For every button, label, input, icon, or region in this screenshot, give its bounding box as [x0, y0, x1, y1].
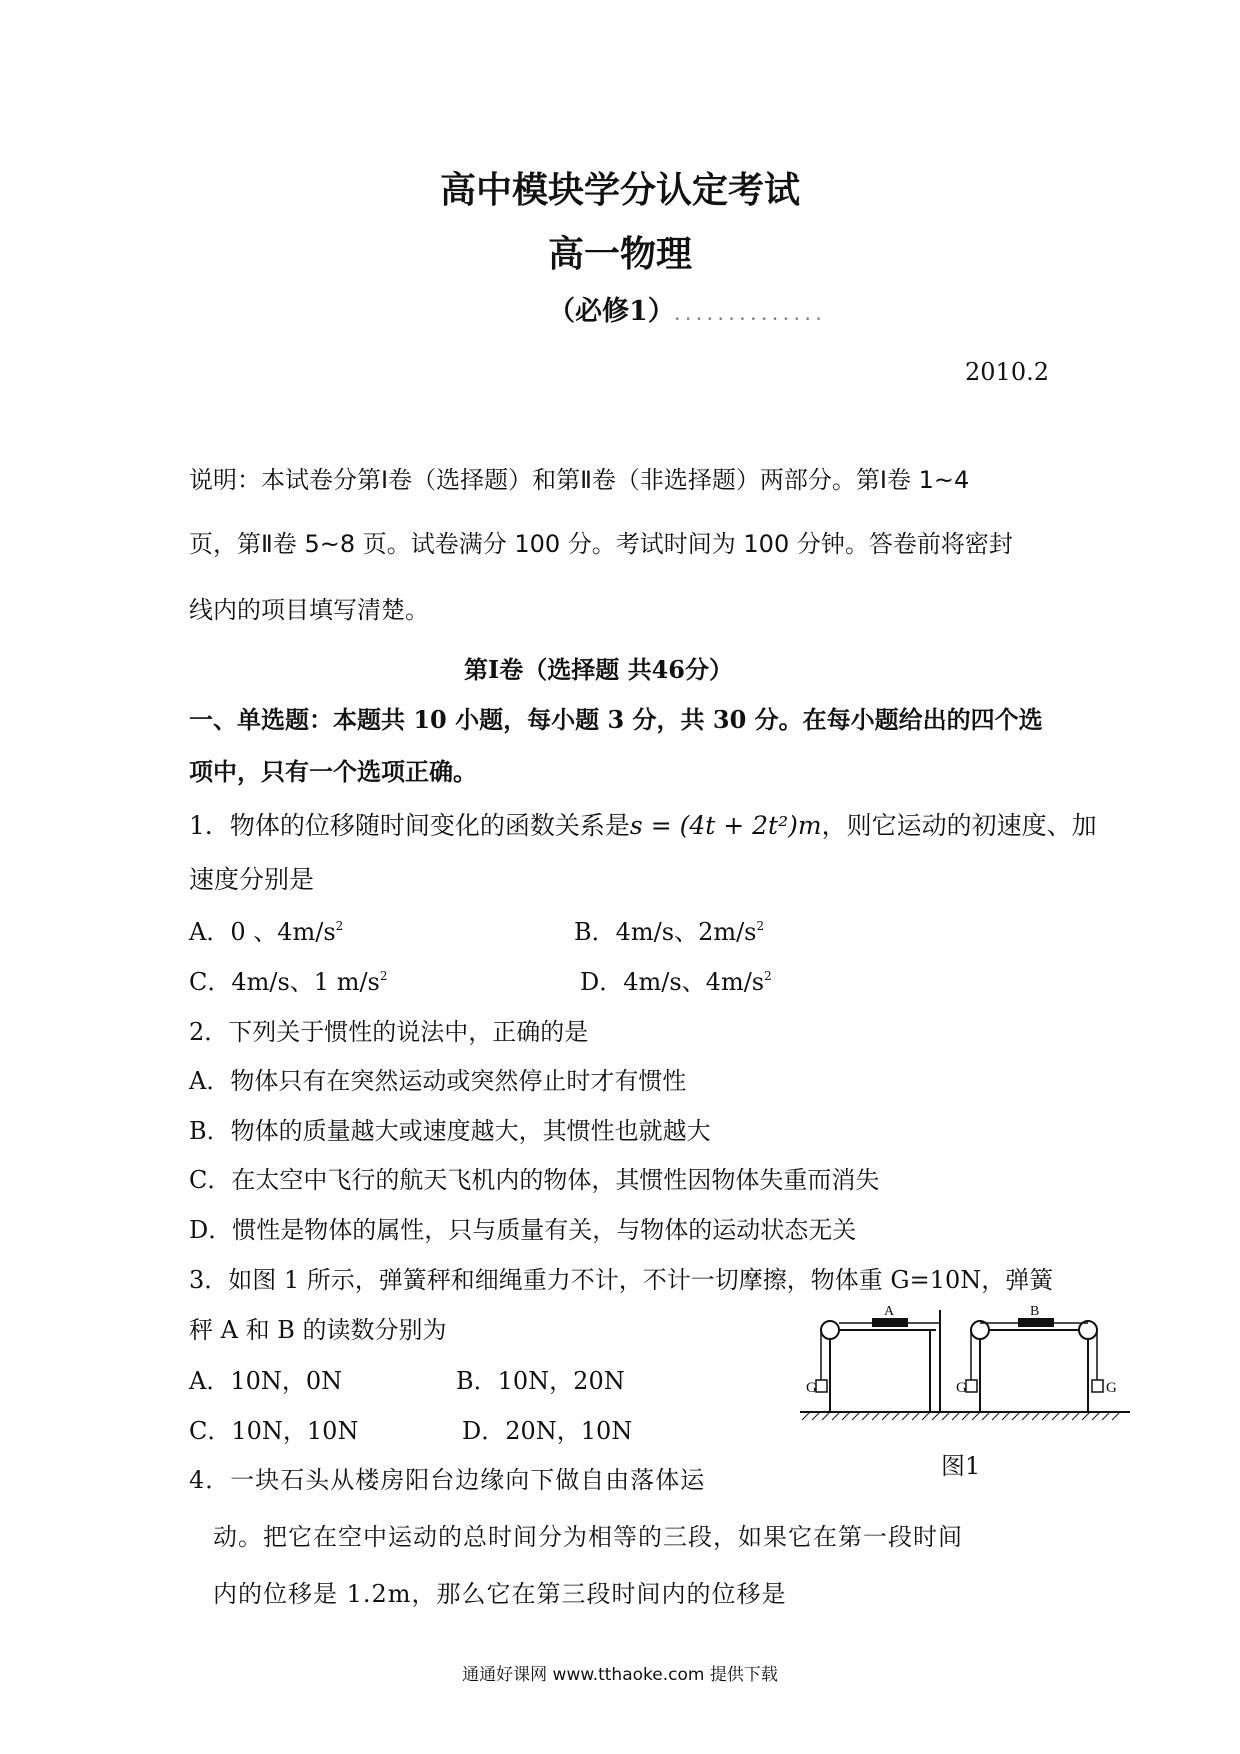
q1-option-b: [574, 912, 764, 947]
q1-option-a-sup: 2: [335, 919, 344, 933]
q2-option-a: A．物体只有在突然运动或突然停止时才有惯性: [189, 1067, 687, 1095]
subject-title: 高一物理: [547, 233, 692, 275]
left-table: [824, 1330, 936, 1412]
q4-line-2: 动。把它在空中运动的总时间分为相等的三段，如果它在第一段时间: [213, 1523, 963, 1551]
q1-stem-pre: 1．物体的位移随时间变化的函数关系是: [189, 811, 630, 840]
exam-date: 2010.2: [965, 358, 1049, 386]
part-instructions-line-2: 项中，只有一个选项正确。: [189, 757, 477, 786]
q4-line-3: 内的位移是 1.2m，那么它在第三段时间内的位移是: [213, 1580, 787, 1608]
instructions-line-2: 页，第Ⅱ卷 5~8 页。试卷满分 100 分。考试时间为 100 分钟。答卷前将密封: [189, 530, 1013, 558]
q3-option-c: C．10N，10N: [189, 1417, 359, 1445]
left-pulley: [821, 1321, 839, 1339]
q1-option-d: [580, 962, 772, 997]
q1-option-d-text: D．4m/s、4m/s: [580, 968, 765, 996]
left-weight: [816, 1380, 827, 1392]
module-label: [548, 289, 827, 328]
right-weight-right-label: G: [1106, 1380, 1117, 1396]
q3-option-b: B．10N，20N: [456, 1367, 625, 1395]
q1-option-b-sup: 2: [756, 919, 765, 933]
q4-line-1: 4．一块石头从楼房阳台边缘向下做自由落体运: [189, 1466, 706, 1494]
right-weight-left: [966, 1380, 977, 1392]
q3-option-d: D．20N，10N: [462, 1417, 633, 1445]
right-table: [974, 1330, 1094, 1412]
q1-stem-post: ，则它运动的初速度、加: [821, 811, 1097, 840]
q1-stem-line-1: [189, 806, 1097, 842]
right-weight-right: [1092, 1380, 1103, 1392]
exam-title: 高中模块学分认定考试: [439, 169, 800, 211]
q2-option-b: B．物体的质量越大或速度越大，其惯性也就越大: [189, 1117, 711, 1145]
q1-option-a-text: A．0 、4m/s: [189, 918, 336, 946]
q1-formula: s = (4t + 2t²)m: [629, 811, 822, 840]
q1-option-b-text: B．4m/s、2m/s: [574, 918, 757, 946]
q3-option-a: A．10N，0N: [189, 1367, 343, 1395]
q2-option-c: C．在太空中飞行的航天飞机内的物体，其惯性因物体失重而消失: [189, 1166, 880, 1194]
instructions-line-3: 线内的项目填写清楚。: [189, 596, 429, 624]
dotted-leader: ..............: [674, 308, 828, 324]
page-footer: 通通好课网 www.tthaoke.com 提供下载: [462, 1665, 778, 1685]
spring-scale-a-label: A: [884, 1304, 895, 1319]
instructions-line-1: 说明：本试卷分第Ⅰ卷（选择题）和第Ⅱ卷（非选择题）两部分。第Ⅰ卷 1~4: [189, 466, 970, 494]
module-text: （必修1）: [548, 296, 675, 327]
figure-1-diagram: [800, 1300, 1140, 1430]
part-instructions-line-1: 一、单选题：本题共 10 小题，每小题 3 分，共 30 分。在每小题给出的四个选: [189, 705, 1043, 734]
q1-option-c-text: C．4m/s、1 m/s: [189, 968, 380, 996]
q1-option-c: [189, 962, 388, 997]
q1-option-a: [189, 912, 343, 947]
spring-scale-b: [1018, 1318, 1054, 1327]
left-weight-label: G: [806, 1380, 817, 1396]
q3-stem-line-1: 3．如图 1 所示，弹簧秤和细绳重力不计，不计一切摩擦，物体重 G=10N，弹簧: [189, 1266, 1054, 1294]
q1-stem-line-2: 速度分别是: [189, 865, 315, 894]
section-heading: 第Ⅰ卷（选择题 共46分）: [464, 655, 733, 684]
figure-1-caption: 图1: [941, 1452, 981, 1480]
q3-stem-line-2: 秤 A 和 B 的读数分别为: [189, 1316, 447, 1344]
spring-scale-b-label: B: [1030, 1304, 1040, 1319]
right-weight-left-label: G: [956, 1380, 967, 1396]
q2-stem: 2．下列关于惯性的说法中，正确的是: [189, 1018, 589, 1046]
ground: [800, 1412, 1130, 1420]
q1-option-d-sup: 2: [764, 969, 772, 983]
q2-option-d: D．惯性是物体的属性，只与质量有关，与物体的运动状态无关: [189, 1216, 857, 1244]
spring-scale-a: [872, 1318, 908, 1327]
q1-option-c-sup: 2: [379, 969, 388, 983]
